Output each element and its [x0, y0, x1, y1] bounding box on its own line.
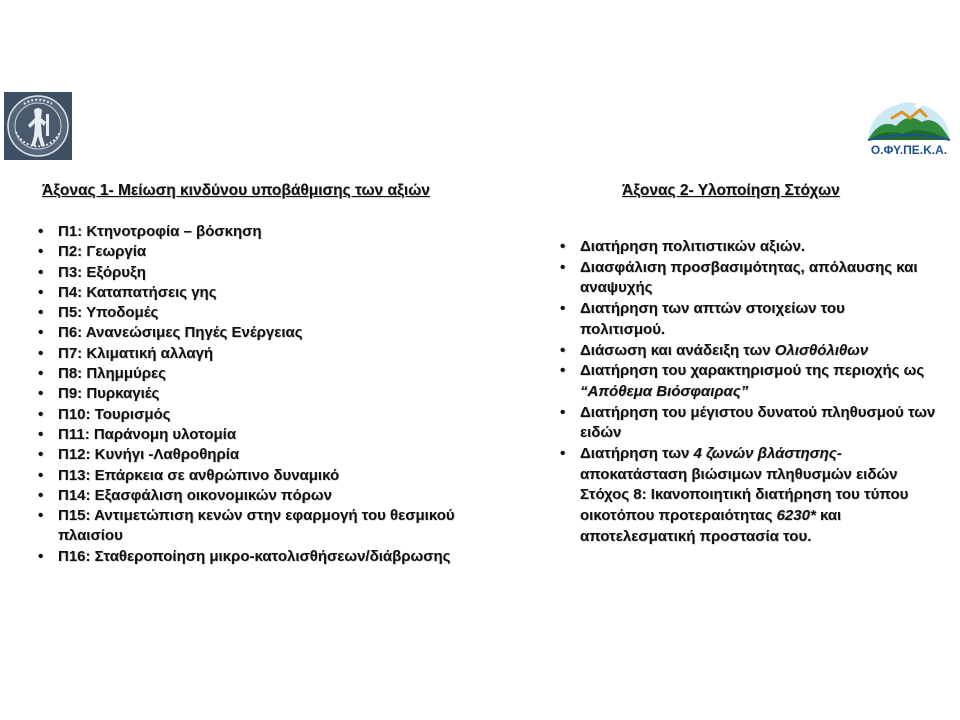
item-emphasis: “Απόθεμα Βιόσφαιρας”: [580, 382, 749, 400]
axis-2-column: [560, 182, 940, 548]
list-item: [560, 361, 940, 402]
university-seal-icon: [4, 92, 72, 160]
list-item: • Π2: Γεωργία: [38, 242, 498, 262]
list-item: [560, 258, 930, 299]
item-text: Διατήρηση του μέγιστου δυνατού πληθυσμού των ειδών: [580, 403, 936, 442]
item-text: Διατήρηση του χαρακτηρισμού της περιοχής ως: [580, 362, 925, 380]
list-item: • Π15: Αντιμετώπιση κενών στην εφαρμογή του θεσμικού πλαισίου: [38, 506, 498, 547]
ofypeka-wordmark: Ο.ΦΥ.ΠΕ.Κ.Α.: [870, 143, 948, 157]
list-item: • Π6: Ανανεώσιμες Πηγές Ενέργειας: [38, 323, 498, 343]
item-text: Διάσωση και ανάδειξη των: [580, 341, 775, 359]
ofypeka-logo: [862, 96, 956, 162]
list-item: • Π9: Πυρκαγιές: [38, 384, 498, 404]
axis-1-list: [38, 222, 498, 567]
axis-2-heading: Άξονας 2- Υλοποίηση Στόχων: [622, 182, 840, 199]
list-item: • Π7: Κλιματική αλλαγή: [38, 344, 498, 364]
list-item: [560, 341, 940, 362]
list-item: • Π3: Εξόρυξη: [38, 263, 498, 283]
item-text: -αποκατάσταση βιώσιμων πληθυσμών ειδών: [580, 445, 898, 483]
list-item: [560, 237, 940, 258]
list-item: • Π8: Πλημμύρες: [38, 364, 498, 384]
list-item: • Π10: Τουρισμός: [38, 405, 498, 425]
item-text: και αποτελεσματική προστασία του.: [580, 507, 842, 545]
item-emphasis: Ολισθόλιθων: [774, 341, 869, 359]
list-item: [560, 444, 940, 548]
list-item: • Π13: Επάρκεια σε ανθρώπινο δυναμικό: [38, 466, 498, 486]
item-emphasis: 6230*: [776, 507, 816, 525]
list-item: [560, 299, 885, 340]
list-item: • Π12: Κυνήγι -Λαθροθηρία: [38, 445, 498, 465]
item-text: Διατήρηση των απτών στοιχείων του πολιτισμού.: [580, 300, 845, 338]
axis-1-heading: Άξονας 1- Μείωση κινδύνου υποβάθμισης των αξιών: [42, 182, 430, 199]
item-text: Διατήρηση των: [580, 445, 694, 463]
list-item: • Π4: Καταπατήσεις γης: [38, 283, 498, 303]
list-item: [560, 403, 950, 444]
list-item: • Π1: Κτηνοτροφία – βόσκηση: [38, 222, 498, 242]
item-emphasis: 4 ζωνών βλάστησης: [693, 445, 837, 463]
item-text: Διατήρηση πολιτιστικών αξιών.: [580, 238, 806, 255]
goal-8-text: [580, 485, 940, 547]
list-item: • Π16: Σταθεροποίηση μικρο-κατολισθήσεων/διάβρωσης: [38, 547, 498, 567]
axis-2-list: [560, 237, 940, 548]
item-text: Διασφάλιση προσβασιμότητας, απόλαυσης και αναψυχής: [580, 258, 918, 297]
ofypeka-emblem-icon: [862, 96, 956, 144]
list-item: • Π11: Παράνομη υλοτομία: [38, 425, 498, 445]
list-item: • Π5: Υποδομές: [38, 303, 498, 323]
axis-1-column: [38, 182, 498, 567]
list-item: • Π14: Εξασφάλιση οικονομικών πόρων: [38, 486, 498, 506]
item-text: Στόχος 8: Ικανοποιητική διατήρηση του τύπου οικοτόπου προτεραιότητας: [580, 486, 909, 525]
